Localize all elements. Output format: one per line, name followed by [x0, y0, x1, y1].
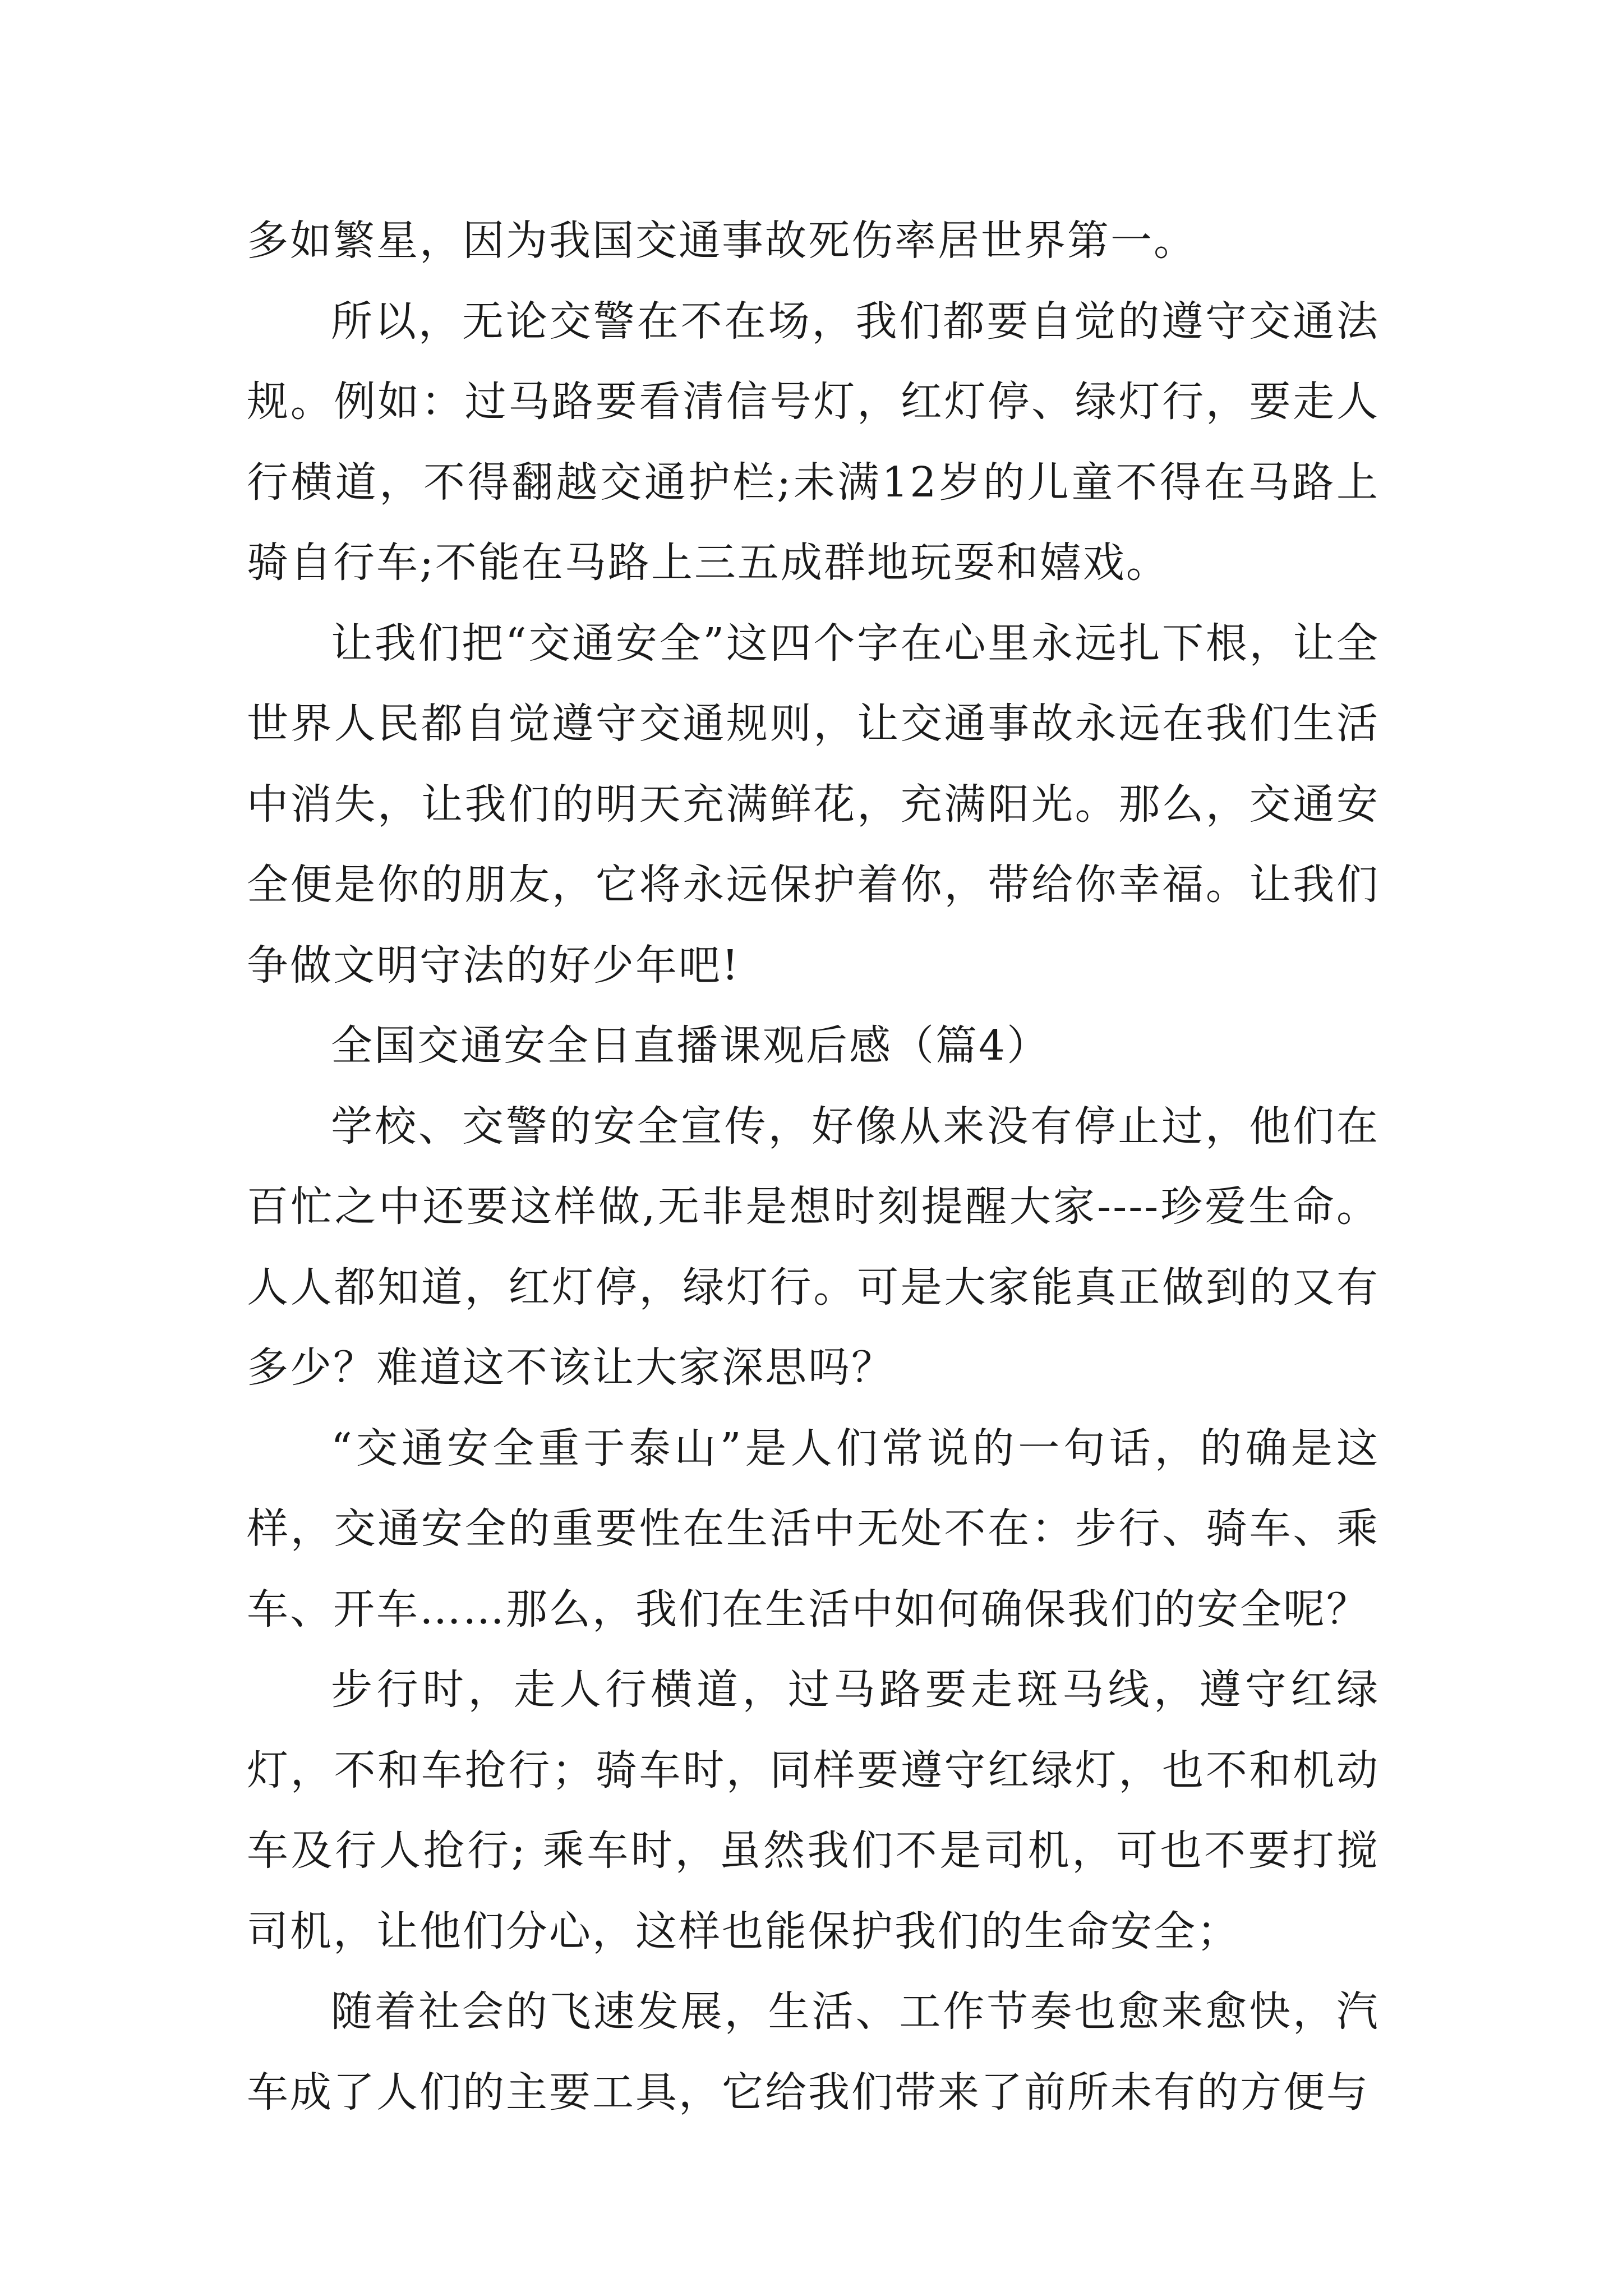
paragraph-3: 让我们把“交通安全”这四个字在心里永远扎下根，让全世界人民都自觉遵守交通规则，让交通事故永远在我们生活中消失，让我们的明天充满鲜花，充满阳光。那么，交通安全便是你的朋友，它将永远保护着你，带给你幸福。让我们争做文明守法的好少年吧!: [247, 619, 1380, 990]
document-body: [247, 201, 1380, 2133]
section-title: 全国交通安全日直播课观后感（篇4）: [331, 1022, 1050, 1070]
paragraph-2: 所以，无论交警在不在场，我们都要自觉的遵守交通法规。例如：过马路要看清信号灯，红灯停、绿灯行，要走人行横道，不得翻越交通护栏;未满12岁的儿童不得在马路上骑自行车;不能在马路上三五成群地玩耍和嬉戏。: [247, 297, 1380, 587]
paragraph-5: “交通安全重于泰山”是人们常说的一句话，的确是这样，交通安全的重要性在生活中无处不在：步行、骑车、乘车、开车……那么，我们在生活中如何确保我们的安全呢？: [247, 1424, 1380, 1634]
paragraph-6: 步行时，走人行横道，过马路要走斑马线，遵守红绿灯，不和车抢行；骑车时，同样要遵守红绿灯，也不和机动车及行人抢行; 乘车时，虽然我们不是司机，可也不要打搅司机，让他们分心，这样也能保护我们的生命安全；: [247, 1665, 1380, 1955]
paragraph-4: 学校、交警的安全宣传，好像从来没有停止过，他们在百忙之中还要这样做,无非是想时刻提醒大家----珍爱生命。人人都知道，红灯停，绿灯行。可是大家能真正做到的又有多少？难道这不该让大家深思吗？: [247, 1102, 1380, 1392]
paragraph-1: 多如繁星，因为我国交通事故死伤率居世界第一。: [247, 217, 1197, 265]
paragraph-7: 随着社会的飞速发展，生活、工作节奏也愈来愈快，汽车成了人们的主要工具，它给我们带来了前所未有的方便与: [247, 1987, 1380, 2116]
